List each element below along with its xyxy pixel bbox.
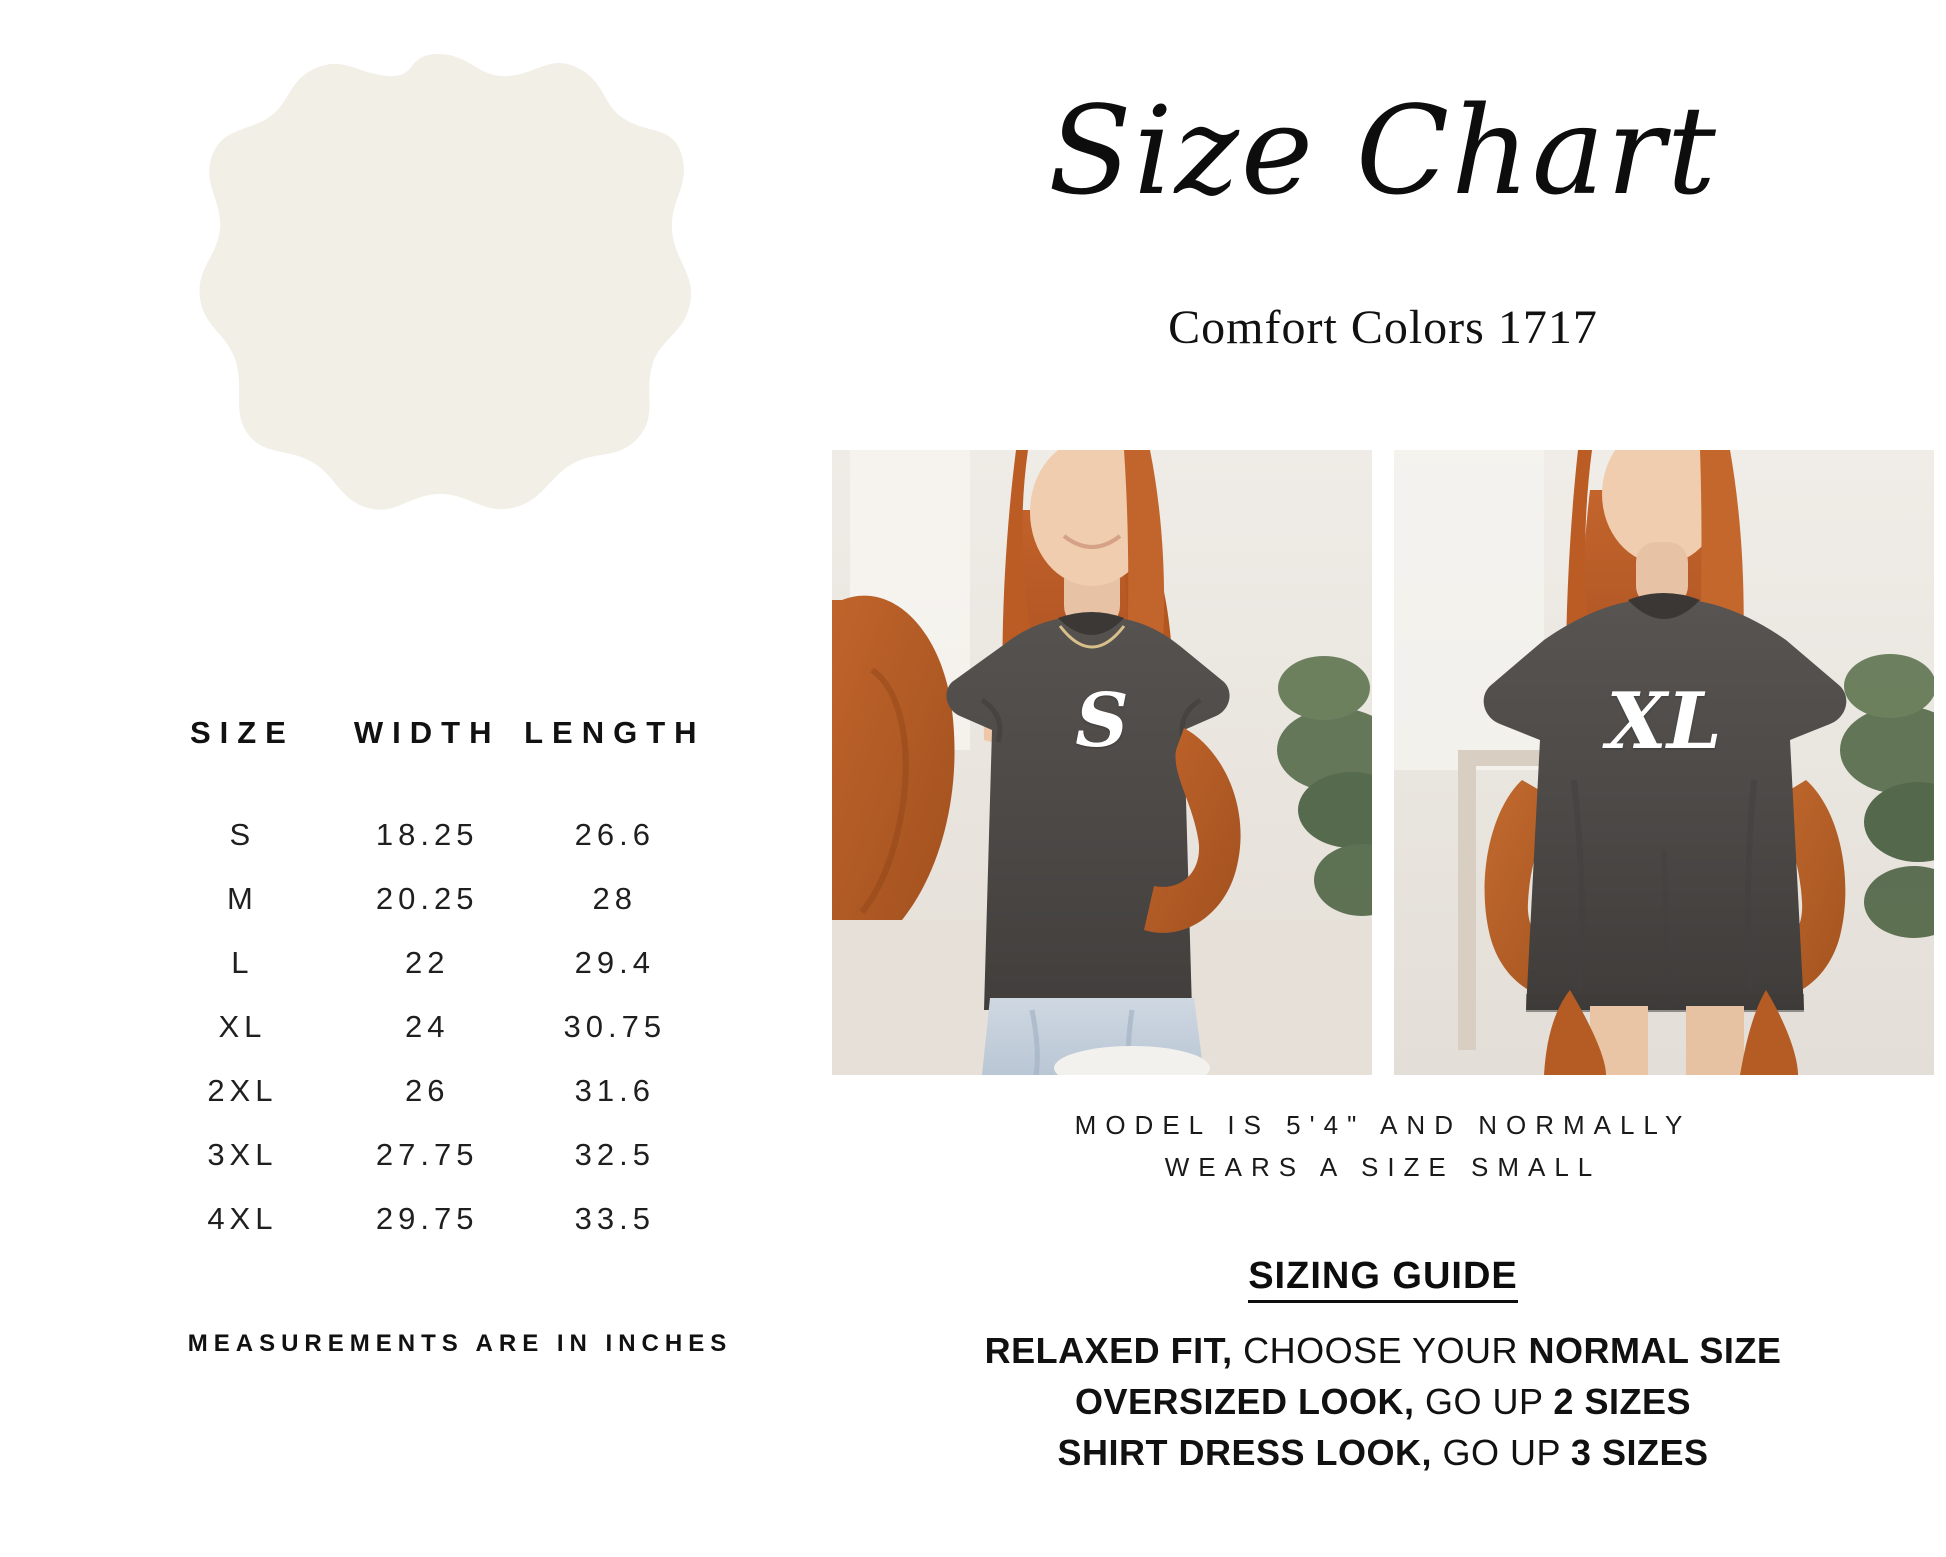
guide-line-lead: OVERSIZED LOOK, — [1075, 1381, 1415, 1423]
size-table — [150, 715, 710, 1251]
column-header-size: SIZE — [189, 715, 295, 750]
column-header-length: LENGTH — [524, 715, 706, 750]
table-row — [150, 1059, 710, 1123]
table-row — [150, 867, 710, 931]
guide-line-mid: CHOOSE YOUR — [1232, 1330, 1529, 1371]
model-note-line-1: MODEL IS 5'4" AND NORMALLY — [1074, 1110, 1692, 1140]
scalloped-badge-shape — [178, 48, 698, 568]
sizing-guide-title-text: SIZING GUIDE — [1248, 1255, 1518, 1303]
model-photo-small — [832, 450, 1372, 1075]
photo-size-label-xl: XL — [1606, 676, 1722, 767]
cell-size: S — [229, 817, 256, 852]
table-header-row — [150, 715, 710, 803]
measurements-note: MEASUREMENTS ARE IN INCHES — [187, 1330, 733, 1357]
guide-line — [820, 1325, 1946, 1376]
guide-line-mid: GO UP — [1414, 1381, 1554, 1423]
cell-width: 22 — [404, 945, 450, 980]
cell-size: 4XL — [207, 1201, 278, 1236]
right-column — [820, 0, 1946, 1557]
cell-width: 24 — [404, 1009, 450, 1044]
guide-line — [820, 1427, 1946, 1478]
page-title: Size Chart — [1048, 80, 1718, 222]
cell-width: 18.25 — [375, 817, 479, 852]
cell-length: 32.5 — [574, 1137, 655, 1172]
column-header-width: WIDTH — [353, 715, 501, 750]
guide-line-lead: RELAXED FIT, — [984, 1330, 1233, 1371]
cell-length: 26.6 — [574, 817, 655, 852]
guide-line-mid: GO UP — [1432, 1432, 1571, 1474]
model-photos — [820, 450, 1946, 1075]
guide-line-strong: 2 SIZES — [1553, 1381, 1691, 1423]
page-subtitle: Comfort Colors 1717 — [1168, 301, 1598, 354]
cell-size: 2XL — [207, 1073, 278, 1108]
cell-size: M — [226, 881, 258, 916]
photo-size-label-small: S — [1075, 678, 1129, 764]
cell-width: 26 — [404, 1073, 450, 1108]
guide-line-strong: 3 SIZES — [1570, 1432, 1709, 1474]
table-row — [150, 931, 710, 995]
guide-line — [820, 1376, 1946, 1427]
table-row — [150, 1187, 710, 1251]
cell-size: XL — [218, 1009, 267, 1044]
table-row — [150, 803, 710, 867]
cell-length: 29.4 — [574, 945, 655, 980]
cell-length: 31.6 — [574, 1073, 655, 1108]
model-note-line-2: WEARS A SIZE SMALL — [1164, 1151, 1602, 1182]
model-photo-xl — [1394, 450, 1934, 1075]
measurement-table-block — [150, 715, 710, 1251]
table-row — [150, 995, 710, 1059]
cell-length: 30.75 — [563, 1009, 667, 1044]
cell-size: L — [231, 945, 254, 980]
guide-line-lead: SHIRT DRESS LOOK, — [1057, 1432, 1433, 1474]
model-height-note — [820, 1105, 1946, 1188]
cell-width: 27.75 — [375, 1137, 479, 1172]
sizing-guide-title — [820, 1255, 1946, 1298]
left-column — [0, 0, 820, 1557]
cell-length: 33.5 — [574, 1201, 655, 1236]
cell-size: 3XL — [207, 1137, 278, 1172]
cell-length: 28 — [592, 881, 638, 916]
table-row — [150, 1123, 710, 1187]
cell-width: 20.25 — [375, 881, 479, 916]
guide-line-strong: NORMAL SIZE — [1528, 1330, 1782, 1371]
cell-width: 29.75 — [375, 1201, 479, 1236]
sizing-guide-lines — [820, 1325, 1946, 1478]
